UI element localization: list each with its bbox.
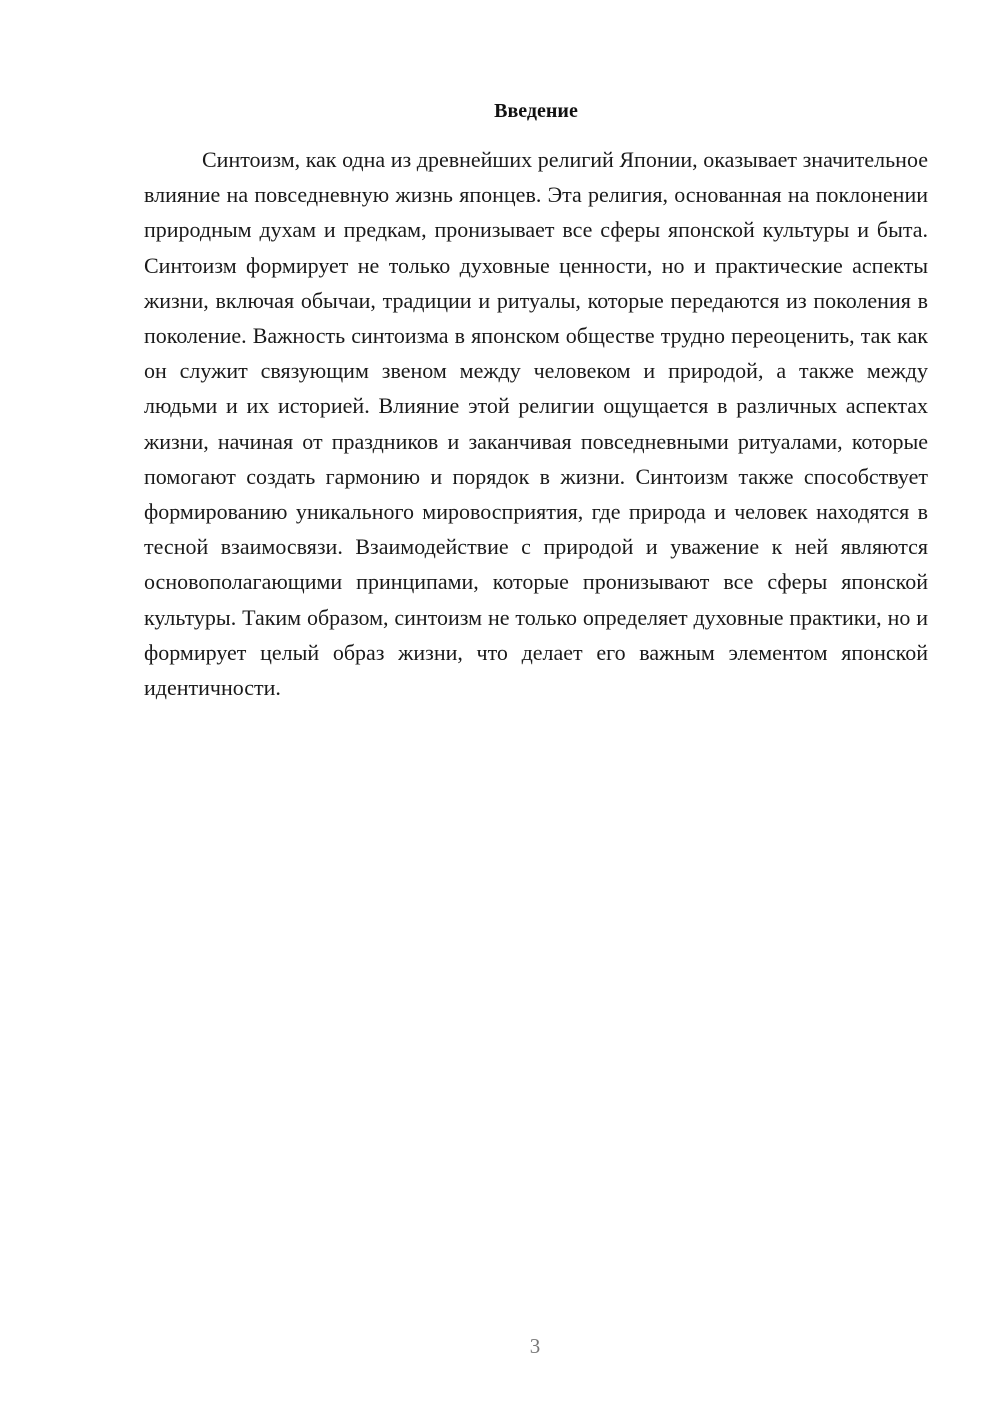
body-paragraph: Синтоизм, как одна из древнейших религий Японии, оказывает значительное влияние на повседневную жизнь японцев. Эта религия, основанная на поклонении природным духам и предкам, пронизывает все сферы японской культуры и быта. Синтоизм формирует не только духовные ценности, но и практические аспекты жизни, включая обычаи, традиции и ритуалы, которые передаются из поколения в поколение. Важность синтоизма в японском обществе трудно переоценить, так как он служит связующим звеном между человеком и природой, а также между людьми и их историей. Влияние этой религии ощущается в различных аспектах жизни, начиная от праздников и заканчивая повседневными ритуалами, которые помогают создать гармонию и порядок в жизни. Синтоизм также способствует формированию уникального мировосприятия, где природа и человек находятся в тесной взаимосвязи. Взаимодействие с природой и уважение к ней являются основополагающими принципами, которые пронизывают все сферы японской культуры. Таким образом, синтоизм не только определяет духовные практики, но и формирует целый образ жизни, что делает его важным элементом японской идентичности.: [144, 147, 928, 701]
page-number: 3: [529, 1334, 541, 1358]
section-heading: Введение: [494, 100, 578, 122]
